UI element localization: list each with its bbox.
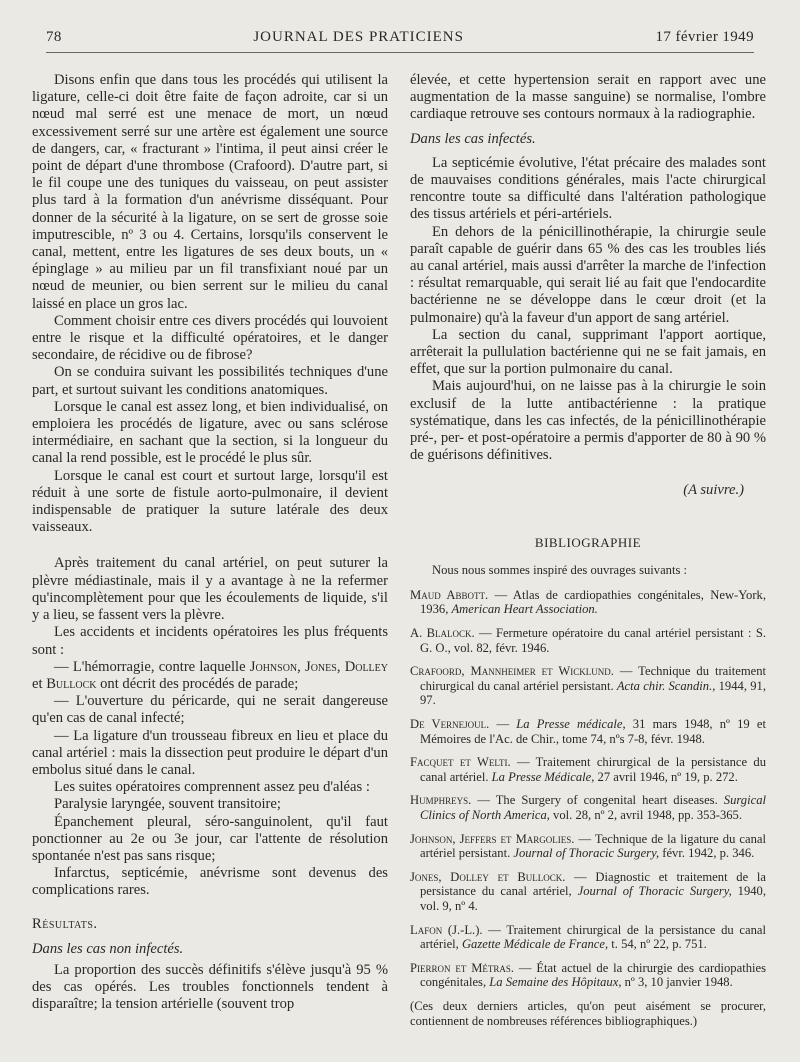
reference-source: La Presse médicale, [516, 717, 626, 732]
paragraph: — L'hémorragie, contre laquelle Johnson, Jones, Dolley et Bullock ont décrit des procédés de parade; [32, 658, 388, 692]
paragraph: Après traitement du canal artériel, on peut suturer la plèvre médiastinale, mais il y a avantage à ne la refermer qu'incomplètement pour que les écoulements de liquide, s'il y a lieu, se fassent vers la plèvre. [32, 555, 388, 624]
paragraph: La section du canal, supprimant l'apport aortique, arrêterait la pullulation bactérienne qui ne se fait jamais, en effet, que sur la portion pulmonaire du canal. [410, 326, 766, 378]
bibliography-title: BIBLIOGRAPHIE [534, 534, 642, 550]
reference-details: févr. 1942, p. 346. [659, 846, 755, 861]
reference-source: La Semaine des Hôpitaux, [489, 975, 622, 990]
reference-text: — Diagnostic et traitement de la persistance du canal artériel, [420, 869, 766, 899]
bibliography-entry [410, 961, 766, 990]
reference-text: — Fermeture opératoire du canal artériel persistant : S. G. O., vol. 82, févr. 1946. [420, 626, 766, 655]
reference-author: Johnson, Jeffers et Margolies. [410, 831, 575, 846]
reference-author: A. Blalock. [410, 626, 475, 641]
reference-details: 27 avril 1946, nº 19, p. 272. [594, 769, 738, 784]
bibliography-entry [410, 793, 766, 822]
section-heading-results: Résultats. [32, 915, 98, 932]
reference-details: 1940, vol. 9, nº 4. [420, 884, 766, 913]
bibliography-entry [410, 626, 766, 655]
bibliography-entry [410, 923, 766, 952]
paragraph: Les accidents et incidents opératoires les plus fréquents sont : [32, 624, 388, 658]
bibliography-intro: Nous nous sommes inspiré des ouvrages suivants : [432, 562, 688, 577]
paragraph: La septicémie évolutive, l'état précaire des malades sont de mauvaises conditions générales, mais l'acte chirurgical rencontre toute sa difficulté dans l'altération pathologique des tissus artériels et péri-artériels. [410, 154, 766, 223]
paragraph: En dehors de la pénicillinothérapie, la chirurgie seule paraît capable de guérir dans 65 % des cas les troubles liés au canal artériel, mais aussi d'arrêter la marche de l'infection : résultat remarquable, qui serait lié au fait que l'endocardite bactérienne ne se développe dans le cœur droit (et la pulmonaire) qu'à la faveur d'un apport de sang artériel. [410, 223, 766, 326]
bibliography-entry [410, 664, 766, 708]
reference-source: La Presse Médicale, [491, 769, 595, 784]
bibliography-entry [410, 870, 766, 914]
reference-author: Jones, Dolley et Bullock. [410, 869, 566, 884]
reference-text: — Technique du traitement chirurgical du canal artériel persistant. [420, 664, 766, 693]
reference-text: — Atlas de cardiopathies congénitales, New-York, 1936, [420, 587, 766, 617]
reference-author: Facquet et Welti. [410, 755, 511, 770]
reference-author: Crafoord, Mannheimer et Wicklund. [410, 664, 614, 679]
reference-source: Gazette Médicale de France, [461, 937, 609, 952]
reference-author: Humphreys. [410, 793, 472, 808]
subheading-non-infected: Dans les cas non infectés. [32, 940, 184, 957]
paragraph: Mais aujourd'hui, on ne laisse pas à la chirurgie le soin exclusif de la lutte antibactérienne : la pratique systématique, dans les cas infectés, de la pénicillinothérapie pré-, per- et post-opératoire a permis d'apporter de 80 à 90 % de guérisons définitives. [410, 378, 766, 464]
reference-source: Journal of Thoracic Surgery, [577, 884, 732, 899]
reference-details: t. 54, nº 22, p. 751. [608, 937, 707, 952]
paragraph: Épanchement pleural, séro-sanguinolent, qu'il faut ponctionner au 2e ou 3e jour, car l'attente de résolution spontanée n'est pas sans risque; [32, 813, 388, 864]
reference-source: Surgical Clinics of North America, [420, 793, 766, 822]
paragraph: élevée, et cette hypertension serait en rapport avec une augmentation de la masse sanguine) se normalise, l'ombre cardiaque retrouve ses contours normaux à la radiographie. [410, 72, 766, 123]
page-number: 78 [46, 29, 62, 45]
paragraph: La proportion des succès définitifs s'élève jusqu'à 95 % des cas opérés. Les troubles fonctionnels tendent à disparaître; la tension artérielle (souvent trop [32, 961, 388, 1013]
reference-author: De Vernejoul. [410, 717, 490, 732]
paragraph: Lorsque le canal est court et surtout large, lorsqu'il est réduit à une sorte de fistule aorto-pulmonaire, il devient indispensable de pratiquer la suture latérale des deux vaisseaux. [32, 467, 388, 536]
reference-details: 1944, 91, 97. [420, 678, 766, 708]
reference-author: Pierron et Métras. [410, 960, 515, 975]
bibliography-entry [410, 755, 766, 784]
reference-author: Maud Abbott. [410, 587, 489, 602]
page-header [46, 29, 754, 49]
paragraph: Infarctus, septicémie, anévrisme sont devenus des complications rares. [32, 865, 388, 899]
paragraph: Disons enfin que dans tous les procédés qui utilisent la ligature, celle-ci doit être faite de façon adroite, car si un nœud mal serré est une menace de mort, un nœud excessivement serré sur une artère est également une source de dangers, car, « fracturant » l'intima, il peut ainsi créer le point de départ d'une thrombose (Crafoord). D'autre part, si le fil coupe une des tuniques du vaisseau, on peut assister plus tard à la formation d'un anévrisme disséquant. Pour donner de la sécurité à la ligature, on se sert de grosse soie imputrescible, nº 3 ou 4. Certains, lorsqu'ils conservent le canal, mettent, entre les ligatures de ses deux bouts, un « épinglage » au milieu par un fil transfixiant noué par un nœud de meunier, ou bien serrent sur le milieu du canal laissé en place un gros lac. [32, 72, 388, 312]
journal-title: JOURNAL DES PRATICIENS [253, 29, 464, 45]
paragraph: On se conduira suivant les possibilités techniques d'une part, et surtout suivant les conditions anatomiques. [32, 364, 388, 398]
reference-details: nº 3, 10 janvier 1948. [621, 975, 733, 990]
reference-text: — Technique de la ligature du canal artériel persistant. [420, 831, 766, 861]
header-rule [46, 52, 754, 53]
paragraph: — L'ouverture du péricarde, qui ne serait dangereuse qu'en cas de canal infecté; [32, 693, 388, 727]
bibliography-entry [410, 832, 766, 861]
bibliography-note: (Ces deux derniers articles, qu'on peut aisément se procurer, contiennent de nombreuses références bibliographiques.) [410, 998, 766, 1028]
reference-text: — Traitement chirurgical de la persistance du canal artériel, [420, 922, 766, 952]
paragraph: — La ligature d'un trousseau fibreux en lieu et place du canal artériel : mais la dissection peut produire le départ d'un embolus situé dans le canal. [32, 727, 388, 778]
reference-text: — État actuel de la chirurgie des cardiopathies congénitales, [420, 960, 766, 990]
reference-text: — [489, 717, 517, 732]
reference-source: Journal of Thoracic Surgery, [513, 846, 660, 861]
paragraph: Paralysie laryngée, souvent transitoire; [54, 796, 281, 813]
issue-date: 17 février 1949 [655, 29, 754, 45]
reference-source: American Heart Association. [451, 602, 598, 617]
paragraph: Les suites opératoires comprennent assez peu d'aléas : [54, 779, 370, 796]
paragraph: Lorsque le canal est assez long, et bien individualisé, on emploiera les procédés de ligature, avec ou sans sclérose intermédiaire, en sachant que la section, si la longueur du canal la rend possible, est le procédé le plus sûr. [32, 398, 388, 467]
bibliography-list [410, 588, 766, 990]
left-column [32, 72, 388, 1014]
to-be-continued: (A suivre.) [683, 482, 744, 499]
reference-author: Lafon (J.-L.). [410, 922, 483, 937]
subheading-infected: Dans les cas infectés. [410, 130, 536, 147]
reference-details: 31 mars 1948, nº 19 et Mémoires de l'Ac. de Chir., tome 74, nºs 7-8, févr. 1948. [420, 717, 766, 746]
paragraph: Comment choisir entre ces divers procédés qui louvoient entre le risque et la difficulté opératoires, et le danger secondaire, de récidive ou de fibrose? [32, 312, 388, 364]
reference-text: — Traitement chirurgical de la persistance du canal artériel. [420, 755, 766, 784]
right-column [410, 72, 766, 1028]
reference-text: — The Surgery of congenital heart diseases. [471, 793, 724, 808]
bibliography-entry [410, 717, 766, 746]
bibliography-entry [410, 588, 766, 617]
reference-source: Acta chir. Scandin., [616, 678, 716, 693]
reference-details: vol. 28, nº 2, avril 1948, pp. 353-365. [549, 808, 743, 822]
